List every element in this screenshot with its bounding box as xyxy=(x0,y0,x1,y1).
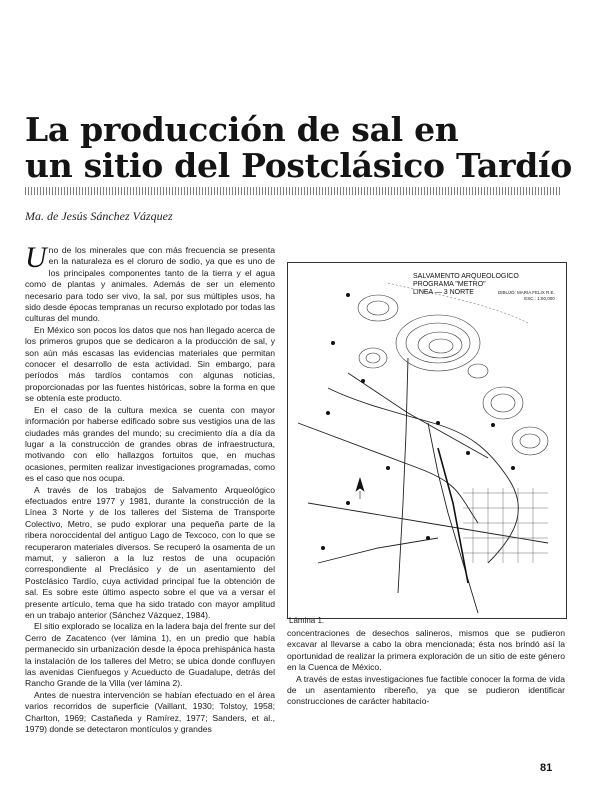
left-column xyxy=(25,241,275,735)
right-column xyxy=(287,628,565,708)
paragraph-5: El sitio explorado se localiza en la ladera baja del frente sur del Cerro de Zacatenco (ver lámina 1), en un predio que había permanecido sin urbanización desde la época prehispánica hasta la instalación de los talleres del Metro; se ubica donde confluyen las avenidas Cienfuegos y Acueducto de Guadalupe, detrás del Rancho Grande de la Villa (ver lámina 2). xyxy=(25,621,275,689)
map-credit: DIBUJÓ: MARIA FELIX R.E. ESC.: 1:60,000 xyxy=(498,290,555,301)
map-title: SALVAMENTO ARQUEOLOGICO PROGRAMA "METRO" LINEA — 3 NORTE xyxy=(413,273,519,296)
title-line-2: un sitio del Postclásico Tardío xyxy=(25,146,572,185)
article-title xyxy=(25,112,580,184)
figure-caption: Lámina 1. xyxy=(289,616,325,625)
author-name: Ma. de Jesús Sánchez Vázquez xyxy=(25,209,173,223)
page-number: 81 xyxy=(540,762,553,774)
title-line-1: La producción de sal en xyxy=(25,110,459,149)
paragraph-1: Uno de los minerales que con más frecuencia se presenta en la naturaleza es el cloruro de sodio, ya que es uno de los principales componentes tanto de la tierra y el agua como de plantas y animales. Además de ser un elemento necesario para todo ser vivo, la sal, por sus múltiples usos, ha sido desde épocas tempranas un recurso explotado por todas las culturas del mundo. xyxy=(25,241,275,324)
drop-cap: U xyxy=(25,241,47,274)
paragraph-2: En México son pocos los datos que nos han llegado acerca de los primeros grupos que se dedicaron a la producción de sal, y son aún más escasas las evidencias materiales que permitan conocer el desarrollo de esta actividad. Sin embargo, para períodos más tardíos contamos con algunas noticias, proporcionadas por las fuentes históricas, sobre la forma en que se obtenía este producto. xyxy=(25,324,275,404)
title-divider xyxy=(25,187,560,195)
map-figure xyxy=(287,262,567,619)
map-drawing xyxy=(288,263,566,618)
paragraph-7: concentraciones de desechos salineros, mismos que se pudieron excavar al llevarse a cabo la obra mencionada; ésta nos brindó así la oportunidad de realizar la primera exploración de un sitio de este género en la Cuenca de México. xyxy=(287,628,565,673)
paragraph-6: Antes de nuestra intervención se habían efectuado en el área varios recorridos de superficie (Vaillant, 1930; Tolstoy, 1958; Charlton, 1969; Castañeda y Ramírez, 1977; Sanders, et al., 1979) donde se detectaron montículos y grandes xyxy=(25,689,275,735)
paragraph-3: En el caso de la cultura mexica se cuenta con mayor información por haberse edificado sobre sus vestigios una de las ciudades más grandes del mundo; su crecimiento día a día da lugar a la construcción de grandes obras de infraestructura, motivando con ello hallazgos fortuitos que, en muchas ocasiones, permiten realizar investigaciones programadas, como es el caso que nos ocupa. xyxy=(25,404,275,484)
paragraph-4: A través de los trabajos de Salvamento Arqueológico efectuados entre 1977 y 1981, durante la construcción de la Línea 3 Norte y de los talleres del Sistema de Transporte Colectivo, Metro, se pudo explorar una pequeña parte de la ribera noroccidental del antiguo Lago de Texcoco, con lo que se recuperaron materiales diversos. Se recuperó la osamenta de un mamut, y salieron a la luz restos de una ocupación correspondiente al Preclásico y de un asentamiento del Postclásico Tardío, cuya actividad principal fue la obtención de sal. Es sobre este último aspecto sobre el que va a versar el presente artículo, tema que ha sido tratado con mayor amplitud en un trabajo anterior (Sánchez Vázquez, 1984). xyxy=(25,484,275,620)
paragraph-8: A través de estas investigaciones fue factible conocer la forma de vida de un asentamiento ribereño, ya que se pudieron identificar construcciones de carácter habitacio- xyxy=(287,673,565,707)
